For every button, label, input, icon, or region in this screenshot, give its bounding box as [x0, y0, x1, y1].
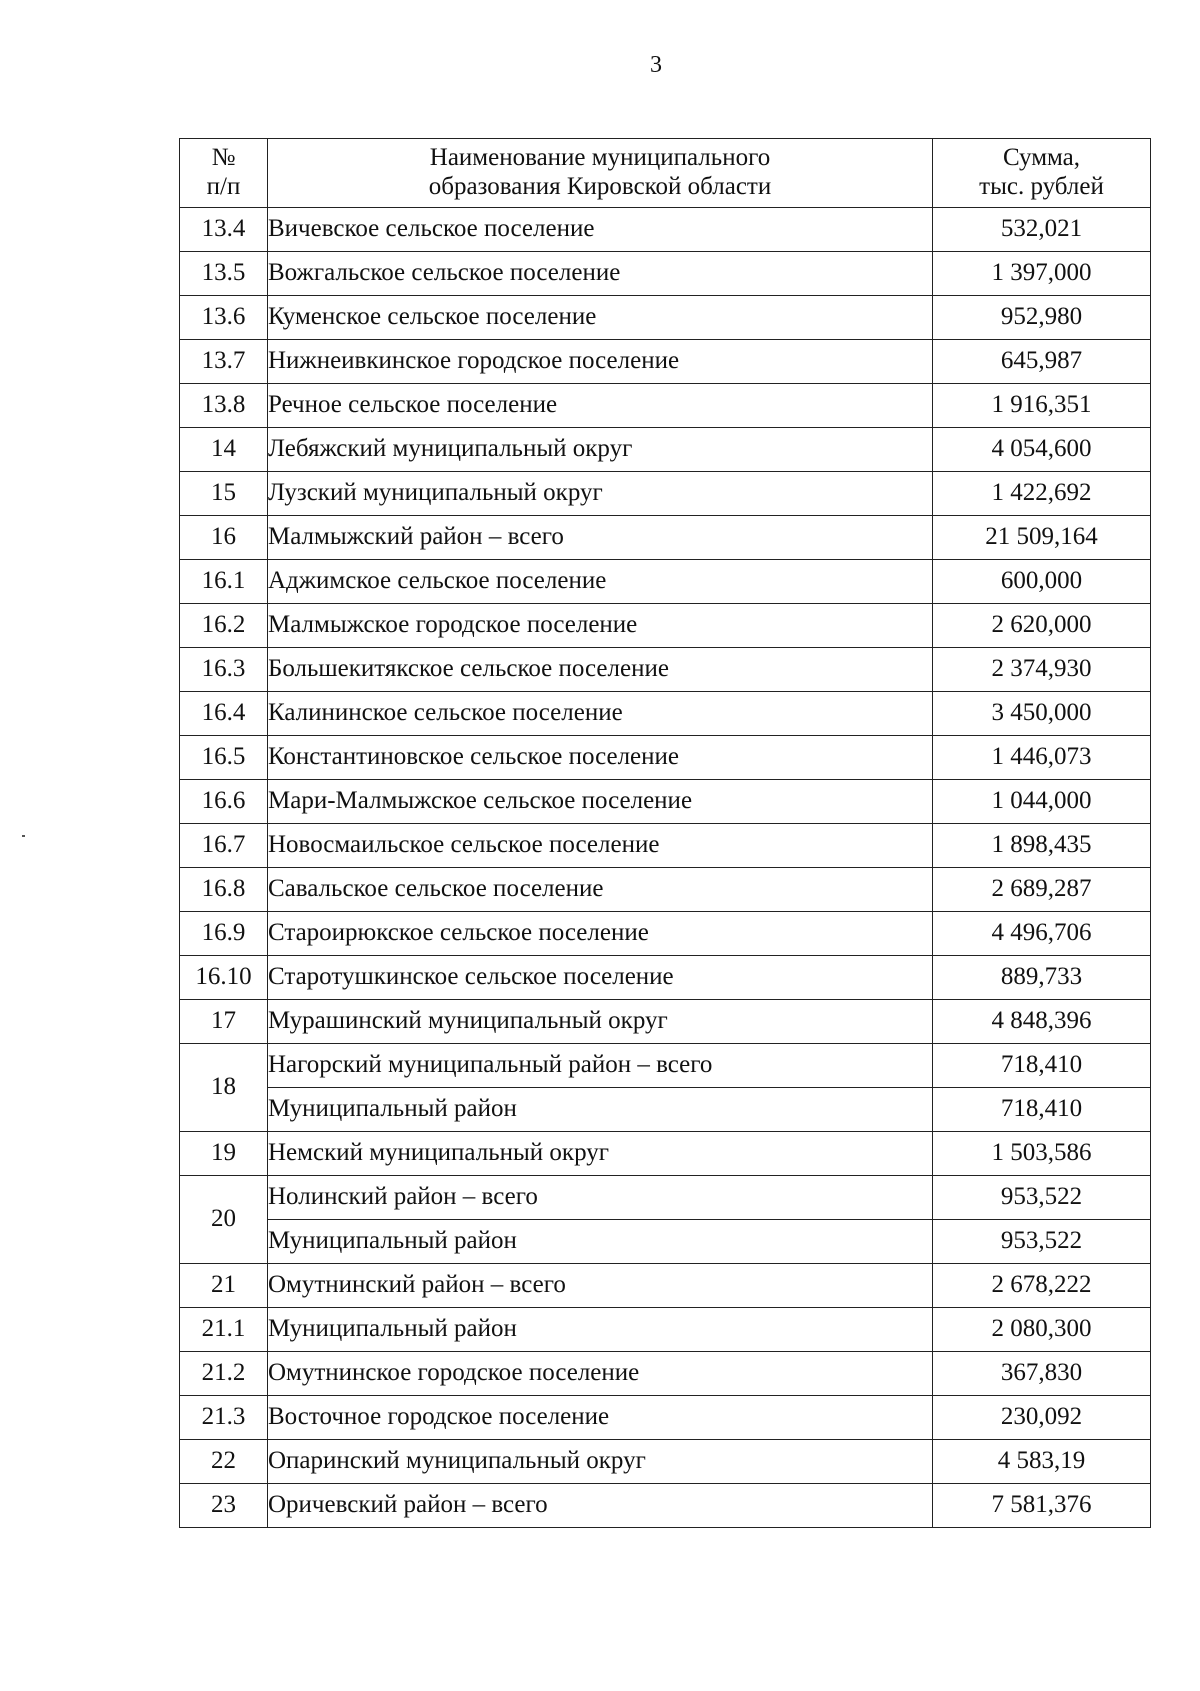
row-number: 16: [180, 516, 268, 560]
row-number: 16.8: [180, 868, 268, 912]
table-row: [180, 692, 1151, 736]
row-name: Опаринский муниципальный округ: [268, 1440, 933, 1484]
table-row: [180, 1484, 1151, 1528]
row-name: Малмыжский район – всего: [268, 516, 933, 560]
row-number: 17: [180, 1000, 268, 1044]
row-name: Муниципальный район: [268, 1308, 933, 1352]
row-number: 16.1: [180, 560, 268, 604]
row-name: Вожгальское сельское поселение: [268, 252, 933, 296]
row-number: 13.5: [180, 252, 268, 296]
table-row: [180, 516, 1151, 560]
row-name: Омутнинское городское поселение: [268, 1352, 933, 1396]
row-sum: 2 620,000: [933, 604, 1151, 648]
table-row: [180, 1440, 1151, 1484]
row-name: Константиновское сельское поселение: [268, 736, 933, 780]
row-number: 13.4: [180, 208, 268, 252]
row-number: 21.1: [180, 1308, 268, 1352]
header-number: № п/п: [180, 139, 268, 208]
row-number: 16.5: [180, 736, 268, 780]
table-row: [180, 560, 1151, 604]
row-number: 21: [180, 1264, 268, 1308]
table-row: [180, 208, 1151, 252]
table-row: [180, 1308, 1151, 1352]
table-row: [180, 340, 1151, 384]
row-sum: 1 916,351: [933, 384, 1151, 428]
row-number: 16.10: [180, 956, 268, 1000]
table-row: [180, 252, 1151, 296]
row-number: 16.3: [180, 648, 268, 692]
row-name: Речное сельское поселение: [268, 384, 933, 428]
table-row: [180, 296, 1151, 340]
row-sum: 2 678,222: [933, 1264, 1151, 1308]
row-sum: 645,987: [933, 340, 1151, 384]
row-sum: 952,980: [933, 296, 1151, 340]
row-name: Восточное городское поселение: [268, 1396, 933, 1440]
table-row: [180, 912, 1151, 956]
row-number: 16.6: [180, 780, 268, 824]
row-name: Большекитякское сельское поселение: [268, 648, 933, 692]
row-name: Немский муниципальный округ: [268, 1132, 933, 1176]
row-number: 20: [180, 1176, 268, 1264]
row-sum: 230,092: [933, 1396, 1151, 1440]
row-name: Мари-Малмыжское сельское поселение: [268, 780, 933, 824]
row-sum: 1 422,692: [933, 472, 1151, 516]
row-name: Калининское сельское поселение: [268, 692, 933, 736]
row-number: 13.6: [180, 296, 268, 340]
table-row: [180, 648, 1151, 692]
row-name: Нижнеивкинское городское поселение: [268, 340, 933, 384]
row-number: 21.2: [180, 1352, 268, 1396]
header-sum: Сумма, тыс. рублей: [933, 139, 1151, 208]
table-row: [180, 384, 1151, 428]
budget-table: [179, 138, 1151, 1528]
row-sum: 1 898,435: [933, 824, 1151, 868]
table-row: [180, 736, 1151, 780]
row-number: 18: [180, 1044, 268, 1132]
row-sum: 718,410: [933, 1088, 1151, 1132]
row-number: 19: [180, 1132, 268, 1176]
row-number: 21.3: [180, 1396, 268, 1440]
row-name: Лебяжский муниципальный округ: [268, 428, 933, 472]
row-number: 16.2: [180, 604, 268, 648]
row-name: Муниципальный район: [268, 1088, 933, 1132]
table-row: [180, 824, 1151, 868]
row-name: Малмыжское городское поселение: [268, 604, 933, 648]
table-row: [180, 1000, 1151, 1044]
row-sum: 4 496,706: [933, 912, 1151, 956]
row-sum: 1 446,073: [933, 736, 1151, 780]
row-name: Куменское сельское поселение: [268, 296, 933, 340]
row-sum: 367,830: [933, 1352, 1151, 1396]
table-row: [180, 1176, 1151, 1220]
row-name: Савальское сельское поселение: [268, 868, 933, 912]
row-number: 13.7: [180, 340, 268, 384]
table-row: [180, 1088, 1151, 1132]
row-number: 16.7: [180, 824, 268, 868]
row-sum: 1 503,586: [933, 1132, 1151, 1176]
row-sum: 7 581,376: [933, 1484, 1151, 1528]
table-row: [180, 1220, 1151, 1264]
row-sum: 2 374,930: [933, 648, 1151, 692]
table-row: [180, 868, 1151, 912]
table-row: [180, 604, 1151, 648]
row-sum: 600,000: [933, 560, 1151, 604]
row-sum: 2 689,287: [933, 868, 1151, 912]
table-body: [180, 208, 1151, 1528]
row-sum: 2 080,300: [933, 1308, 1151, 1352]
row-name: Новосмаильское сельское поселение: [268, 824, 933, 868]
row-number: 15: [180, 472, 268, 516]
table-row: [180, 956, 1151, 1000]
table-row: [180, 1132, 1151, 1176]
row-sum: 3 450,000: [933, 692, 1151, 736]
row-name: Староирюкское сельское поселение: [268, 912, 933, 956]
row-name: Вичевское сельское поселение: [268, 208, 933, 252]
table-row: [180, 780, 1151, 824]
row-number: 16.4: [180, 692, 268, 736]
row-name: Лузский муниципальный округ: [268, 472, 933, 516]
header-name: Наименование муниципального образования Кировской области: [268, 139, 933, 208]
table-row: [180, 472, 1151, 516]
row-sum: 718,410: [933, 1044, 1151, 1088]
row-number: 22: [180, 1440, 268, 1484]
row-sum: 4 848,396: [933, 1000, 1151, 1044]
table-row: [180, 1352, 1151, 1396]
row-name: Оричевский район – всего: [268, 1484, 933, 1528]
row-name: Нагорский муниципальный район – всего: [268, 1044, 933, 1088]
row-name: Мурашинский муниципальный округ: [268, 1000, 933, 1044]
row-number: 23: [180, 1484, 268, 1528]
row-sum: 953,522: [933, 1220, 1151, 1264]
table-header-row: [180, 139, 1151, 208]
row-sum: 889,733: [933, 956, 1151, 1000]
row-sum: 4 583,19: [933, 1440, 1151, 1484]
row-name: Старотушкинское сельское поселение: [268, 956, 933, 1000]
scan-dot: [22, 835, 25, 837]
row-name: Нолинский район – всего: [268, 1176, 933, 1220]
page-number: 3: [650, 52, 662, 78]
row-sum: 21 509,164: [933, 516, 1151, 560]
row-name: Аджимское сельское поселение: [268, 560, 933, 604]
row-name: Омутнинский район – всего: [268, 1264, 933, 1308]
table-row: [180, 1396, 1151, 1440]
row-sum: 1 397,000: [933, 252, 1151, 296]
row-number: 13.8: [180, 384, 268, 428]
table-row: [180, 1044, 1151, 1088]
row-name: Муниципальный район: [268, 1220, 933, 1264]
row-number: 14: [180, 428, 268, 472]
row-number: 16.9: [180, 912, 268, 956]
row-sum: 532,021: [933, 208, 1151, 252]
row-sum: 1 044,000: [933, 780, 1151, 824]
row-sum: 4 054,600: [933, 428, 1151, 472]
table-row: [180, 428, 1151, 472]
row-sum: 953,522: [933, 1176, 1151, 1220]
table-row: [180, 1264, 1151, 1308]
